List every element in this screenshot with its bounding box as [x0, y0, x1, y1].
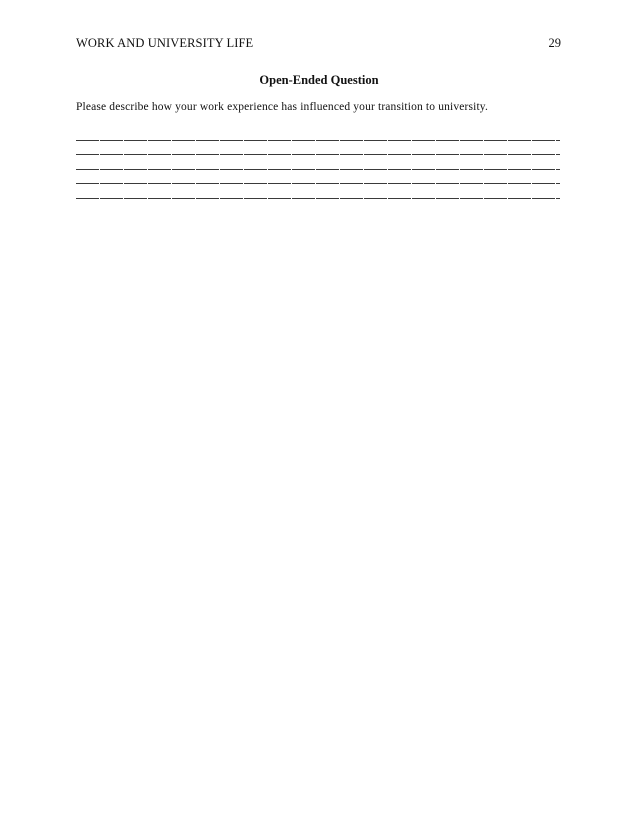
question-text: Please describe how your work experience has influenced your transition to university. [76, 101, 488, 113]
answer-line [76, 170, 560, 185]
answer-line [76, 155, 560, 170]
answer-line [76, 184, 560, 199]
answer-line [76, 141, 560, 156]
answer-line [76, 126, 560, 141]
section-heading: Open-Ended Question [259, 73, 379, 87]
running-head: WORK AND UNIVERSITY LIFE [76, 36, 254, 50]
page-number: 29 [548, 36, 561, 50]
answer-lines [76, 126, 560, 199]
